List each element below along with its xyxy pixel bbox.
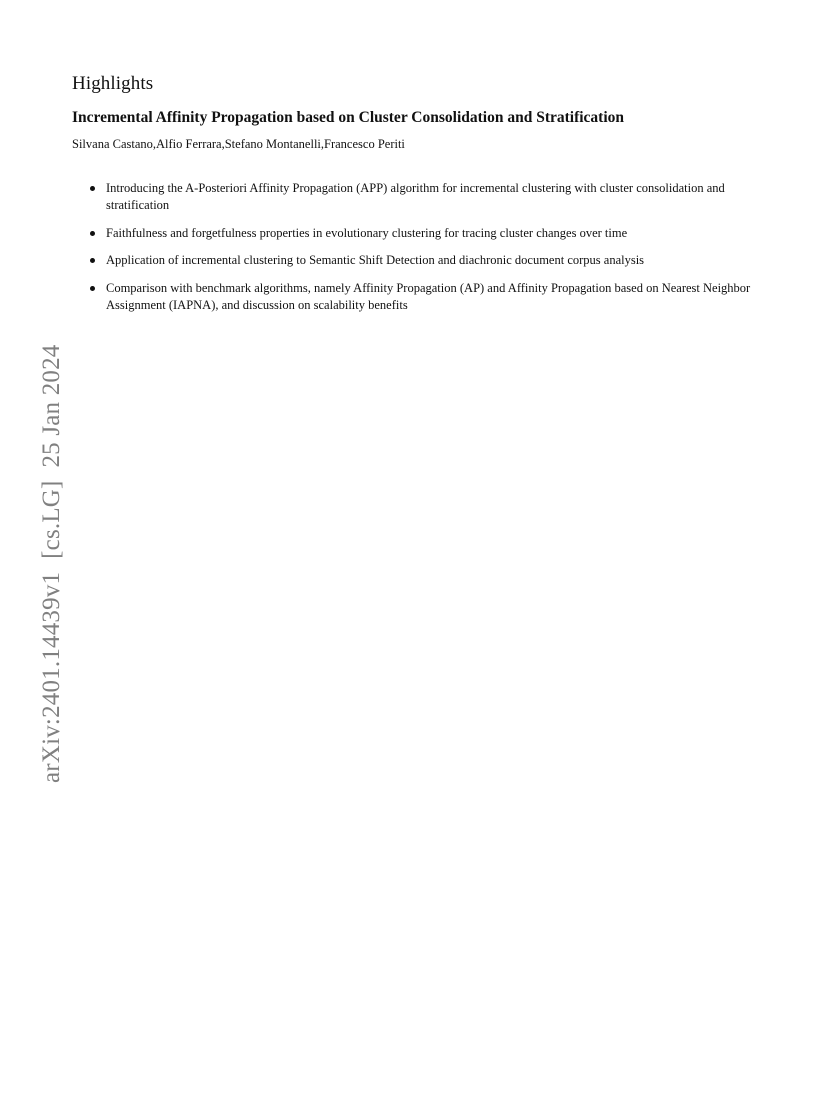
highlight-item [90, 280, 770, 314]
section-heading: Highlights [72, 73, 154, 94]
paper-title: Incremental Affinity Propagation based on Cluster Consolidation and Stratification [72, 109, 625, 126]
bullet-icon [90, 231, 95, 236]
highlight-item [90, 225, 770, 242]
bullet-icon [90, 258, 95, 263]
highlight-text: Introducing the A-Posteriori Affinity Propagation (APP) algorithm for incremental clustering with cluster consolidation and stratification [106, 181, 725, 212]
bullet-icon [90, 286, 95, 291]
highlight-text: Application of incremental clustering to Semantic Shift Detection and diachronic document corpus analysis [106, 253, 645, 267]
highlights-list [90, 180, 770, 324]
bullet-icon [90, 186, 95, 191]
highlight-text: Faithfulness and forgetfulness properties in evolutionary clustering for tracing cluster changes over time [106, 225, 628, 240]
highlight-item [90, 252, 770, 269]
arxiv-identifier-stamp: arXiv:2401.14439v1 [cs.LG] 25 Jan 2024 [38, 344, 65, 783]
highlight-item [90, 180, 770, 214]
highlight-text: Comparison with benchmark algorithms, namely Affinity Propagation (AP) and Affinity Propagation based on Nearest Neighbor Assignment (IAPNA), and discussion on scalability benefits [106, 280, 751, 312]
author-list: Silvana Castano,Alfio Ferrara,Stefano Montanelli,Francesco Periti [72, 137, 405, 151]
